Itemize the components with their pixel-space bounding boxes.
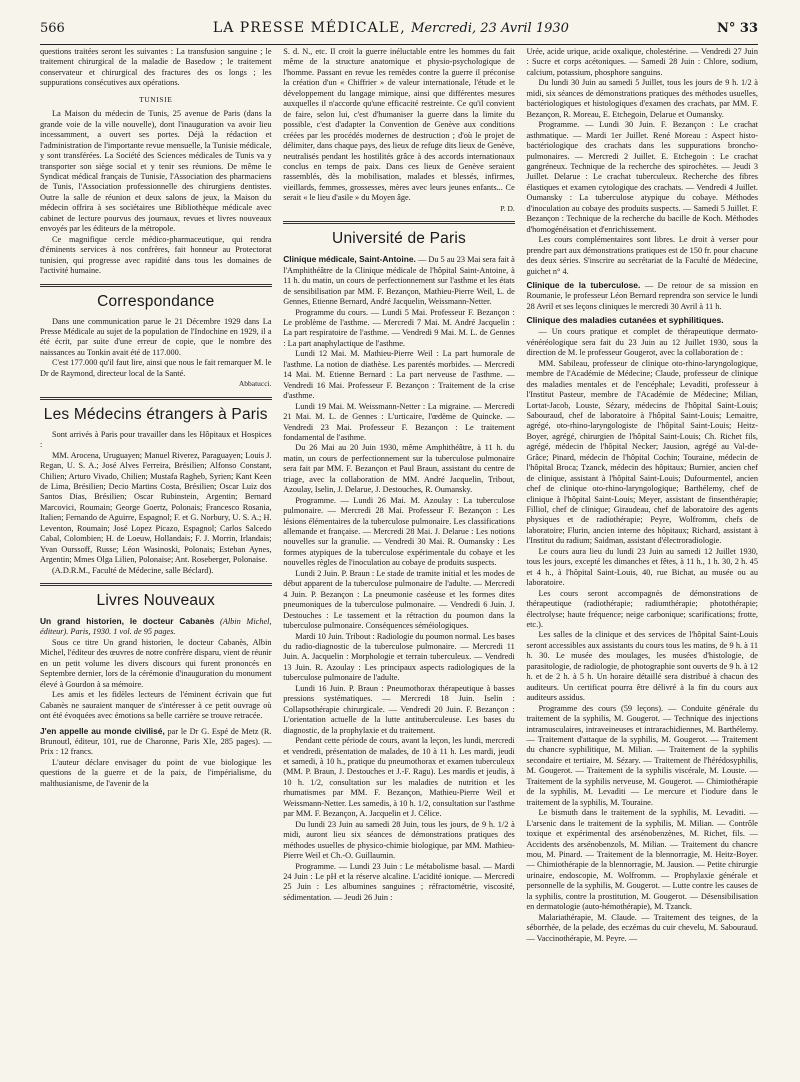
paragraph: Mardi 10 Juin. Tribout : Radiologie du poumon normal. Les bases du radio-diagnostic de la tuberculose pulmonaire. — Mercredi 11 Juin. A. Jacquelin : Morphologie et terrain tuberculeux. — Vendredi 13 Juin. R. Azoulay : Les principaux aspects radiologiques de la tuberculose pulmonaire de l'adulte.: [283, 631, 515, 683]
section-subheading-tunisie: TUNISIE: [139, 94, 173, 104]
notice-heading: Clinique médicale, Saint-Antoine.: [283, 254, 416, 265]
notice-text: — De retour de sa mission en Roumanie, le professeur Léon Bernard reprendra son service le lundi 28 Avril et ses leçons cliniques le mercredi 30 Avril à 11 h.: [526, 280, 758, 311]
paragraph: Du lundi 23 Juin au samedi 28 Juin, tous les jours, de 9 h. 1/2 à midi, auront lieu six séances de démonstrations pratiques des méthodes usuelles de physico-chimie biologique, par MM. Mathieu-Pierre Weil et Ch.-O. Guillaumin.: [283, 819, 515, 861]
paragraph: Les cours complémentaires sont libres. Le droit à verser pour prendre part aux démonstrations pratiques est de 150 fr. pour chacune des deux séries. S'inscrire au secrétariat de la Faculté de Médecine, guichet n° 4.: [526, 235, 758, 276]
paragraph: Les cours seront accompagnés de démonstrations de thérapeutique (radiothérapie; radiumthérapie; photothérapie; électrolyse; haute fréquence; neige carbonique; scarifications; frotte, etc.).: [526, 588, 758, 630]
paragraph: La Maison du médecin de Tunis, 25 avenue de Paris (dans la grande voie de la ville nouvelle), dont l'inauguration va avoir lieu incessamment, a ouvert ses portes. Déjà la rédaction et l'administration de l'importante revue mensuelle, la Tunisie médicale, y sont transférées. La Société des Sciences médicales de Tunis va y transporter son siège social et y tenir ses réunions. De même le Syndicat médical français de Tunisie, l'Association des pharmaciens de Tunis, l'Association professionnelle des chirurgiens dentistes. Outre la salle de réunion et deux salons de jeux, la Maison du médecin offrira à ses sociétaires une Bibliothèque médicale avec cabinet de lecture pourvus des journaux, revues et livres nouveaux envoyés par les éditeurs de la métropole.: [40, 109, 272, 234]
paragraph: Du lundi 30 Juin au samedi 5 Juillet, tous les jours de 9 h. 1/2 à midi, six séances de démonstrations pratiques des méthodes usuelles, bactériologiques et histologiques d'examen des crachats, par MM. F. Bezançon, R. Moreau, E. Etchegoin, Delarue et Oumansky.: [526, 78, 758, 119]
column-1: [40, 47, 272, 1074]
column-2: [283, 47, 515, 1074]
issue-number: N° 33: [717, 21, 758, 36]
section-heading-correspondance: Correspondance: [97, 292, 215, 310]
paragraph: Le cours aura lieu du lundi 23 Juin au samedi 12 Juillet 1930, tous les jours, excepté les dimanches et fêtes, à 11 h., 1 h. 30, 2 h. 45 et 4 h., à l'hôpital Saint-Louis, 40, rue Bichat, au musée ou au laboratoire.: [526, 546, 758, 588]
paragraph: Programme. — Lundi 26 Mai. M. Azoulay : La tuberculose pulmonaire. — Mercredi 28 Mai. Professeur F. Bezançon : Les lésions élémentaires de la tuberculose pulmonaire. Les classifications allemande et française. — Mercredi 28 Mai. J. Delarue : Les notions nouvelles sur la granulie. — Vendredi 30 Mai. R. Oumansky : Les formes atypiques de la tuberculose expérimentale du cobaye et les nouvelles règles de l'inoculation au cobaye de produits suspects.: [283, 495, 515, 568]
paragraph: Lundi 19 Mai. M. Weissmann-Netter : La migraine. — Mercredi 21 Mai. M. L. de Gennes : L'urticaire, l'œdème de Quincke. — Vendredi 23 Mai. Professeur F. Bezançon : Le traitement fondamental de l'asthme.: [283, 401, 515, 442]
paragraph: Programme des cours (59 leçons). — Conduite générale du traitement de la syphilis, M. Gougerot. — Technique des injections intramusculaires, intraveineuses et intrarachidiennes, M. Barthélemy. — Traitement d'attaque de la syphilis, M. Gougerot. — Traitement du chancre syphilitique, M. Milian. — Traitement de la syphilis secondaire et tertiaire, M. Sézary. — Traitement de l'hérédosyphilis, M. Gougerot. — Traitement de la syphilis viscérale, M. Louste. — Traitement de la syphilis nerveuse, M. Gougerot. — Chimiothérapie de la syphilis, M. Levaditi — Le mercure et l'iodure dans le traitement de la syphilis, M. Touraine.: [526, 703, 758, 807]
paragraph: Sont arrivés à Paris pour travailler dans les Hôpitaux et Hospices :: [40, 429, 272, 450]
paragraph: Pendant cette période de cours, avant la leçon, les lundi, mercredi et vendredi, présentation de malades, de 10 à 11 h. Les mardi, jeudi et samedi, à 10 h., pratique du pneumothorax et examen tuberculeux (MM. P. Braun, J. Destouches et J.-F. Ragu). Les mardis et jeudis, à 10 h. 1/2, consultation sur les maladies de nutrition et les rhumatismes par MM. F. Bezançon, Mathieu-Pierre Weil et Weissmann-Netter. Les samedis, à 10 h. 1/2, consultation sur l'asthme par MM. F. Bezançon, A. Jacquelin et J. Célice.: [283, 736, 515, 819]
notice-text: — Du 5 au 23 Mai sera fait à l'Amphithéâtre de la Clinique médicale de l'hôpital Saint-Antoine, à 11 h. du matin, un cours de perfectionnement sur l'asthme et les états de sensibilisation par MM. F. Bezançon, Mathieu-Pierre Weil, L. de Gennes, Etienne Bernard, André Jacquelin, Weissmann-Netter.: [283, 255, 515, 307]
divider: [40, 585, 272, 586]
paragraph: S. d. N., etc. Il croit la guerre inéluctable entre les hommes du fait même de la structure anatomique et physio-psychologique de l'homme. Passant en revue les remèdes contre la guerre il préconise la création d'un « Chiffrier » de valeur internationale, l'étude et le développement du langage mimique, ainsi que différentes mesures auxquelles il n'accorde qu'une efficacité restreinte. Ce qu'il convient de faire, selon lui, c'est d'humaniser la guerre dans la limite du possible, c'est d'adapter la Convention de Genève aux conditions créées par les procédés modernes de destruction ; d'où le projet de délimiter, dans chaque pays, des lieux de refuge dits lieux de Genève, neutralisés pendant les hostilités grâce à des accords internationaux conclus en temps de paix. Dans ces lieux de Genève seraient rassemblés, dès la mobilisation, malades et blessés, infirmes, vieillards, femmes, grossesses, mères avec leurs jeunes enfants... Ce serait « le lieu d'asile » du Moyen âge.: [283, 47, 515, 203]
signature: Abbatucci.: [238, 379, 272, 389]
signature: P. D.: [500, 203, 515, 213]
paragraph: MM. Sabileau, professeur de clinique oto-rhino-laryngologique, membre de l'Académie de Médecine; Claude, professeur de clinique des maladies mentales et de l'encéphale; Levaditi, professeur à l'Institut Pasteur, membre de l'Académie de Médecine; Milian, Lortat-Jacob, Louste, Sézary, médecins de l'hôpital Saint-Louis; Sabouraud, chef de laboratoire à l'hôpital Saint-Louis; Lemaitre, agrégé, oto-rhino-laryngologiste de l'hôpital Saint-Louis; Heitz-Boyer, agrégé, chirurgien de l'hôpital Saint-Louis; Ch. Richet fils, agrégé, médecin de l'hôpital Necker; Jausion, agrégé au Val-de-Grâce; Pinard, médecin de l'hôpital Cochin; Touraine, médecin de l'hôpital Broca; Tzanck, médecin des hôpitaux; Burnier, ancien chef de clinique, assistant à l'hôpital Saint-Louis; Dufourmentel, ancien chef de clinique oto-rhino-laryngologique; Barthélemy, chef de clinique à l'hôpital Saint-Louis; Meyer, assistant de finsenthérapie; Filliol, chef de clinique; Giraudeau, chef de laboratoire des agents physiques et de radiothérapie; Peyre, Wolfromm, chefs de laboratoire; Flurin, ancien interne des hôpitaux; Richard, assistant à l'Institut du radium; Saidman, assistant d'électroradiologie.: [526, 358, 758, 546]
page-header: [40, 20, 758, 45]
book-reference: (Albin Michel, éditeur). Paris, 1930. 1 vol. de 95 pages.: [40, 617, 272, 637]
paragraph: Programme. — Lundi 30 Juin. F. Bezançon : Le crachat asthmatique. — Mardi 1er Juillet. René Moreau : Aspect histo-bactériologique des crachats dans les suppurations broncho-pulmonaires. — Mercredi 2 Juillet. E. Etchegoin : Le crachat gangréneux. Technique de la recherche des spirochètes. — Jeudi 3 Juillet. Delarue : Le crachat tuberculeux. Recherche des fibres élastiques et examen cytologique des crachats. — Vendredi 4 Juillet. Oumansky : La tuberculose atypique du cobaye. Méthodes d'inoculation au cobaye des produits suspects. — Samedi 5 Juillet. F. Bezançon : Technique de la recherche du bacille de Koch. Méthodes d'homogénéisation et d'enrichissement.: [526, 120, 758, 234]
paragraph: Ce magnifique cercle médico-pharmaceutique, qui rendra d'éminents services à nos confrères, fait honneur au Protectorat tunisien, qui progresse avec rapidité dans tous les domaines de l'activité humaine.: [40, 234, 272, 276]
paragraph: Malariathérapie, M. Claude. — Traitement des teignes, de la séborrhée, de la pelade, des eczémas du cuir chevelu, M. Sabouraud. — Vaccinothérapie, M. Peyre. —: [526, 912, 758, 943]
book-reference: par le Dr G. Espé de Metz (R. Brunoutl, éditeur, 101, rue de Charonne, Paris XIe, 285 pages). — Prix : 12 francs.: [40, 726, 272, 757]
divider: [40, 583, 272, 584]
notice: [283, 254, 515, 307]
section-heading-livres-nouveaux: Livres Nouveaux: [96, 592, 215, 610]
paragraph: Lundi 12 Mai. M. Mathieu-Pierre Weil : La part humorale de l'asthme. La notion de diathèse. Les parentés morbides. — Mercredi 14 Mai. M. Etienne Bernard : La part nerveuse de l'asthme. — Vendredi 16 Mai. Professeur F. Bezançon : Traitement de la crise d'asthme.: [283, 349, 515, 401]
paragraph: C'est 177.000 qu'il faut lire, ainsi que nous le fait remarquer M. le Dr de Raymond, directeur local de la Santé.: [40, 358, 272, 378]
divider: [40, 286, 272, 287]
paragraph: Les amis et les fidèles lecteurs de l'éminent écrivain que fut Cabanès ne sauraient manquer de s'intéresser à ce petit ouvrage où ont été évoquées avec émotions sa belle carrière se trouve retracée.: [40, 690, 272, 721]
book-entry: [40, 726, 272, 758]
notice-heading: Clinique de la tuberculose.: [526, 279, 641, 290]
divider: [40, 399, 272, 400]
paragraph: Lundi 16 Juin. P. Braun : Pneumothorax thérapeutique à basses pressions systématiques. — Mercredi 18 Juin. Iselin : Collapsothérapie chirurgicale. — Vendredi 20 Juin. F. Bezançon : L'orientation actuelle de la lutte antituberculeuse. Les bases du diagnostic, de la prophylaxie et du traitement.: [283, 683, 515, 735]
paragraph: Sous ce titre Un grand historien, le docteur Cabanès, Albin Michel, l'éditeur des œuvres de notre confrère disparu, vient de réunir en un petit volume les divers discours qui furent prononcés en Septembre dernier, lors de la cérémonie d'inauguration du monument élevé à Gourdon à sa mémoire.: [40, 637, 272, 689]
columns: [40, 47, 758, 1074]
paragraph: Urée, acide urique, acide oxalique, cholestérine. — Vendredi 27 Juin : Sucre et corps acétoniques. — Samedi 28 Juin : Chlore, sodium, calcium, potassium, phosphore sanguins.: [526, 47, 758, 77]
book-title: J'en appelle au monde civilisé,: [40, 725, 165, 736]
paragraph: Programme. — Lundi 23 Juin : Le métabolisme basal. — Mardi 24 Juin : Le pH et la réserve alcaline. L'acidité ionique. — Mercredi 25 Juin : Les albumines sanguines ; réfractométrie, viscosité, sédimentation. — Jeudi 26 Juin :: [283, 861, 515, 902]
paragraph: Dans une communication parue le 21 Décembre 1929 dans La Presse Médicale au sujet de la population de l'Indochine en 1929, il a été écrit, par suite d'une erreur de copie, que le nombre des naissances au Tonkin avait été de 117.000.: [40, 316, 272, 357]
issue-date: Mercredi, 23 Avril 1930: [411, 21, 569, 36]
paragraph: Lundi 2 Juin. P. Braun : Le stade de tramite initial et les modes de début apparent de la tuberculose pulmonaire de l'adulte. — Mercredi 4 Juin. P. Bezançon : La pneumonie caséeuse et les formes dites pneumoniques de la tuberculose pulmonaire. — Vendredi 6 Juin. J. Destouches : Le tassement et la rétraction du poumon dans la tuberculose pulmonaire. Conséquences séméiologiques.: [283, 568, 515, 631]
journal-name: LA PRESSE MÉDICALE,: [212, 20, 406, 36]
paragraph: — Un cours pratique et complet de thérapeutique dermato-vénéréologique sera fait du 23 Juin au 12 Juillet 1930, sous la direction de M. le professeur Gougerot, avec la collaboration de :: [526, 327, 758, 358]
divider: [40, 284, 272, 285]
book-title: Un grand historien, le docteur Cabanès: [40, 616, 215, 627]
notice-heading: Clinique des maladies cutanées et syphilitiques.: [526, 315, 724, 326]
paragraph: Du 26 Mai au 20 Juin 1930, même Amphithéâtre, à 11 h. du matin, un cours de perfectionnement sur la tuberculose pulmonaire sera fait par MM. F. Bezançon et Paul Braun, assistant du centre de triage, avec la collaboration de MM. André Jacquelin, Tribout, Azoulay, Iselin, J. Delarue, J. Destouches, R. Oumansky.: [283, 443, 515, 495]
column-3: [526, 47, 758, 1074]
divider: [40, 397, 272, 398]
book-entry: [40, 616, 272, 638]
section-heading-universite: Université de Paris: [332, 230, 466, 248]
paragraph: questions traitées seront les suivantes : La transfusion sanguine ; le traitement chirurgical de la maladie de Basedow ; le traitement conservateur et chirurgical des fractures des os longs ; les suppurations consécutives aux opérations.: [40, 47, 272, 88]
paragraph: L'auteur déclare envisager du point de vue biologique les questions de la guerre et de la paix, de l'impérialisme, du malthusianisme, de l'avenir de la: [40, 757, 272, 788]
paragraph: (A.D.R.M., Faculté de Médecine, salle Béclard).: [52, 565, 214, 575]
page-number: 566: [40, 21, 65, 36]
divider: [283, 223, 515, 224]
paragraph: MM. Arocena, Uruguayen; Manuel Riverez, Paraguayen; Louis J. Regan, U. S. A.; José Alves Ferreira, Brésilien; Alfonso Constant, Chilien; Arturo Vivado, Chilien; Mustafa Ragheb, Syrien; Kant Keen de Lima, Brésilien; Decio Martins Costa, Brésilien; Oscar Luiz dos Santos Dias, Brésilien; Oscar Rubinstein, Argentin; Bernard Marcovici, Roumain; George Goertz, Polonais; Francesco Rosania, Italien; Fernando de Aguirre, Espagnol; F. et G. Norbury, U. S. A.; H. Leventon, Roumain; José Lopez Picazo, Espagnol; Carlos Salcedo Cabal, Colombien; H. de Loeuw, Hollandais; F. J. Morrin, Irlandais; Yvan Ourssoff, Russe; Léon Wasinoski, Polonais; Esteban Aynes, Argentin; Mmes Olga Lilien, Polonaise; Ant. Roseberger, Polonaise.: [40, 450, 272, 565]
paragraph: Le bismuth dans le traitement de la syphilis, M. Levaditi. — L'arsenic dans le traitement de la syphilis, M. Milian. — Contrôle toxique et expérimental des arsénobenzènes, M. Richet, fils. — Accidents des arsénobenzols, M. Milian. — Traitement du chancre mou, M. Pinard. — Traitement de la blennorragie, M. Heitz-Boyer. — Chimiothérapie de la blennorragie, M. Jausion. — Petite chirurgie urinaire, endoscopie, M. Wolfromm. — Prophylaxie générale et personnelle de la syphilis, M. Gougerot. — Lutte contre les causes de la syphilis, contre la prostitution, M. Gougerot. — Désensibilisation en dermatologie (auto-hémothérapie), M. Tzanck.: [526, 808, 758, 912]
journal-title: [213, 20, 569, 36]
paragraph: Les salles de la clinique et des services de l'hôpital Saint-Louis seront accessibles aux assistants du cours tous les matins, de 9 h. à 11 h. 30. Le musée des moulages, les musées d'histologie, de parasitologie, de radiologie, de photographie sont ouverts de 9 h. à 12 h. et de 2 h. à 5 h. Un horaire détaillé sera distribué à chacun des auditeurs. Un certificat pourra être délivré à la fin du cours aux auditeurs assidus.: [526, 630, 758, 703]
section-heading-medecins-etrangers: Les Médecins étrangers à Paris: [43, 405, 268, 423]
divider: [283, 221, 515, 222]
paragraph: Programme du cours. — Lundi 5 Mai. Professeur F. Bezançon : Le problème de l'asthme. — Mercredi 7 Mai. M. André Jacquelin : La part respiratoire de l'asthme. — Vendredi 9 Mai. M. L. de Gennes : La part anaphylactique de l'asthme.: [283, 307, 515, 348]
notice: [526, 280, 758, 312]
